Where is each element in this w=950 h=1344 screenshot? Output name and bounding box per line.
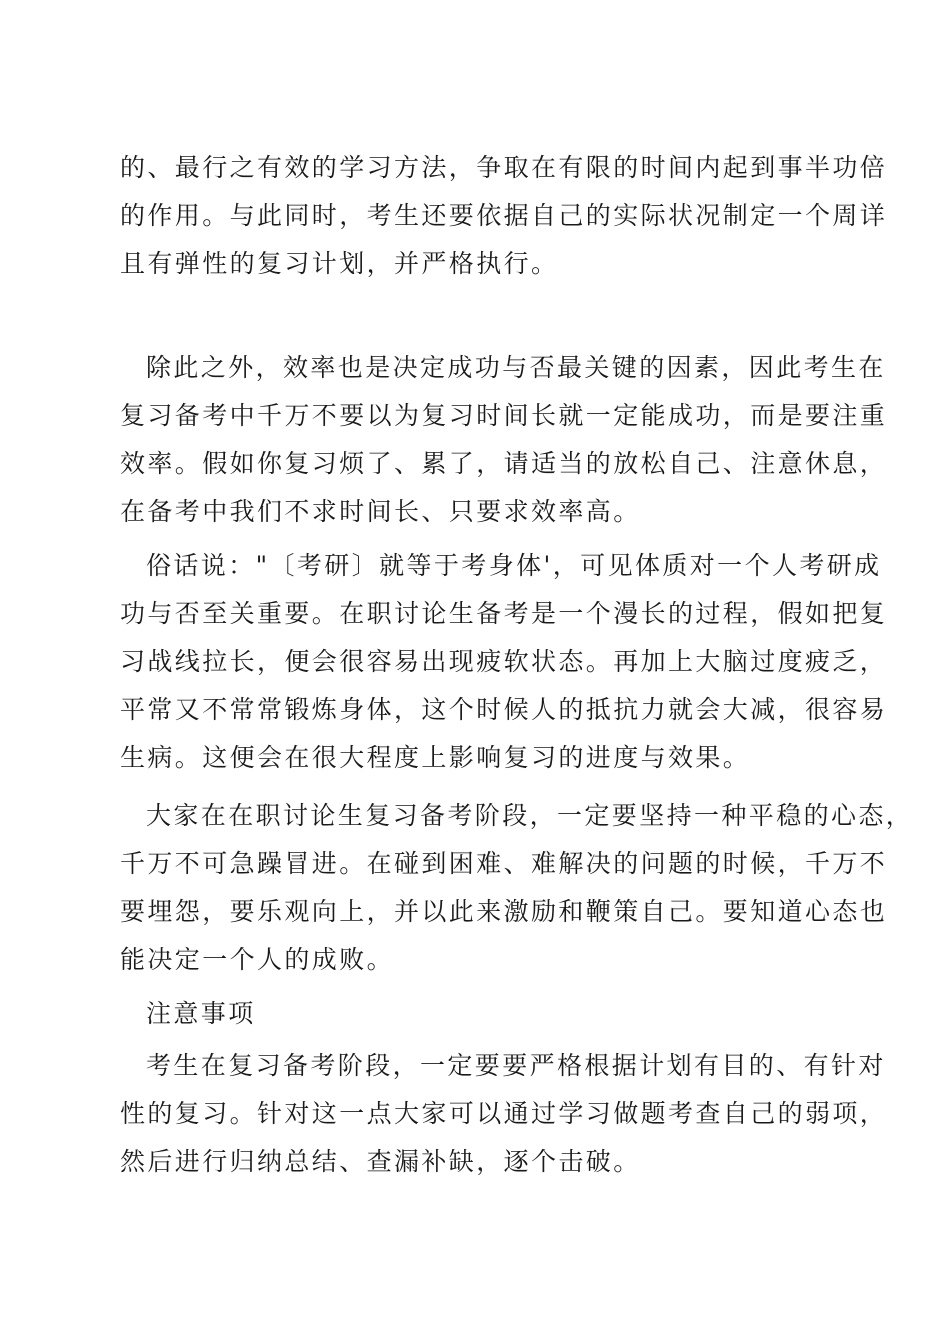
paragraph-line: 性的复习。针对这一点大家可以通过学习做题考查自己的弱项， (120, 1099, 888, 1128)
paragraph-line: 能决定一个人的成败。 (120, 945, 395, 974)
paragraph-line: 平常又不常常锻炼身体，这个时候人的抵抗力就会大减，很容易 (120, 695, 888, 724)
paragraph-line: 效率。假如你复习烦了、累了，请适当的放松自己、注意休息， (120, 449, 888, 478)
paragraph-line: 在备考中我们不求时间长、只要求效率高。 (120, 497, 641, 526)
paragraph-line: 功与否至关重要。在职讨论生备考是一个漫长的过程，假如把复 (120, 599, 888, 628)
paragraph-line: 千万不可急躁冒进。在碰到困难、难解决的问题的时候，千万不 (120, 849, 888, 878)
section-heading: 注意事项 (146, 999, 256, 1028)
paragraph-line: 复习备考中千万不要以为复习时间长就一定能成功，而是要注重 (120, 401, 888, 430)
paragraph-line: 的作用。与此同时，考生还要依据自己的实际状况制定一个周详 (120, 201, 888, 230)
paragraph-line: 的、最行之有效的学习方法，争取在有限的时间内起到事半功倍 (120, 153, 888, 182)
paragraph-line: 习战线拉长，便会很容易出现疲软状态。再加上大脑过度疲乏， (120, 647, 888, 676)
paragraph-line: 生病。这便会在很大程度上影响复习的进度与效果。 (120, 743, 751, 772)
paragraph-line: 且有弹性的复习计划，并严格执行。 (120, 249, 559, 278)
paragraph-line: 然后进行归纳总结、查漏补缺，逐个击破。 (120, 1147, 641, 1176)
paragraph-line: 要埋怨，要乐观向上，并以此来激励和鞭策自己。要知道心态也 (120, 897, 888, 926)
paragraph-line: 考生在复习备考阶段，一定要要严格根据计划有目的、有针对 (146, 1051, 886, 1080)
paragraph-line: 除此之外，效率也是决定成功与否最关键的因素，因此考生在 (146, 353, 886, 382)
paragraph-line: 俗话说："〔考研〕就等于考身体'，可见体质对一个人考研成 (146, 551, 882, 580)
paragraph-line: 大家在在职讨论生复习备考阶段，一定要坚持一种平稳的心态， (146, 801, 914, 830)
